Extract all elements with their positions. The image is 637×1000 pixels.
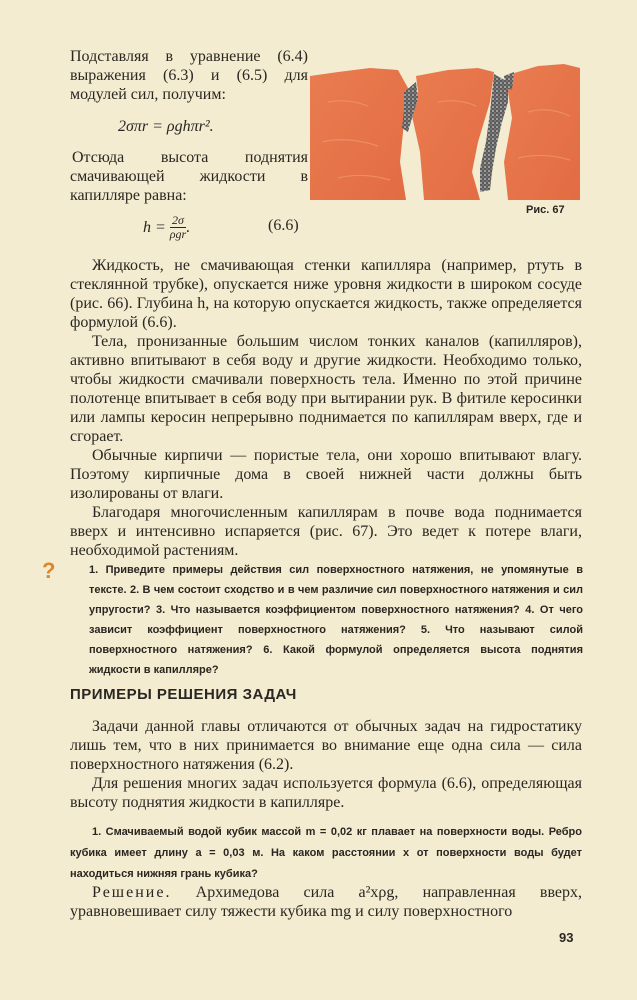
equation-number: (6.6) [268, 217, 299, 234]
soil-block-right [504, 64, 580, 200]
questions-text: 1. Приведите примеры действия сил поверхностного натяжения, не упомянутые в тексте. 2. В чем состоит сходство и в чем различие сил поверхностного натяжения и сил упругости? 3. Что называется коэффициентом поверхностного натяжения? 4. От чего зависит коэффициент поверхностного натяжения? 5. Что называют силой поверхностного натяжения? 6. Какой формулой определяется высота поднятия жидкости в капилляре? [89, 564, 583, 676]
solution-label: Решение. [92, 884, 172, 901]
solution [70, 883, 582, 921]
formula-lhs: h = [143, 218, 166, 236]
soil-capillary-figure [308, 62, 582, 200]
paragraph: Для решения многих задач используется формула (6.6), определяющая высоту поднятия жидкости в капилляре. [70, 775, 582, 811]
formula-denominator: ρgr [169, 227, 187, 241]
paragraph: Жидкость, не смачивающая стенки капилляра (например, ртуть в стеклянной трубке), опускается ниже уровня жидкости в широком сосуде (рис. 66). Глубина h, на которую опускается жидкость, также определяется формулой (6.6). [70, 257, 582, 331]
problem-statement [70, 822, 582, 885]
intro-paragraph-2 [70, 148, 308, 205]
question-mark-icon: ? [42, 558, 56, 583]
formula-numerator: 2σ [172, 213, 184, 227]
review-questions [89, 560, 583, 680]
intro-text-2: Отсюда высота поднятия смачивающей жидкости в капилляре равна: [70, 149, 308, 204]
main-text [70, 256, 582, 560]
paragraph: Обычные кирпичи — пористые тела, они хорошо впитывают влагу. Поэтому кирпичные дома в своей нижней части должны быть изолированы от влаги. [70, 447, 582, 502]
solution-text: Архимедова сила a²xρg, направленная вверх, уравновешивает силу тяжести кубика mg и силу поверхностного [70, 884, 583, 920]
problem-text: 1. Смачиваемый водой кубик массой m = 0,02 кг плавает на поверхности воды. Ребро кубика имеет длину a = 0,03 м. На каком расстоянии x от поверхности воды будет находиться нижняя грань кубика? [70, 826, 582, 880]
formula-capillary-height [143, 214, 190, 241]
section-text [70, 717, 582, 812]
formula-equation-balance: 2σπr = ρghπr². [118, 118, 214, 135]
paragraph: Задачи данной главы отличаются от обычных задач на гидростатику лишь тем, что в них принимается во внимание еще одна сила — сила поверхностного натяжения (6.2). [70, 718, 582, 773]
page-number: 93 [559, 930, 574, 945]
paragraph: Благодаря многочисленным капиллярам в почве вода поднимается вверх и интенсивно испаряется (рис. 67). Это ведет к потере влаги, необходимой растениям. [70, 504, 582, 559]
figure-caption: Рис. 67 [526, 204, 565, 216]
soil-block-left [310, 68, 408, 200]
intro-paragraph [70, 47, 308, 104]
paragraph: Тела, пронизанные большим числом тонких каналов (капилляров), активно впитывают в себя воду и другие жидкости. Необходимо только, чтобы жидкости смачивали поверхность тела. Именно по этой причине полотенце впитывает в себя воду при вытирании рук. В фитиле керосинки или лампы керосин непрерывно поднимается по капиллярам вверх, где и сгорает. [70, 333, 582, 445]
formula-fraction [170, 214, 186, 241]
formula-end: . [186, 218, 191, 236]
solution-paragraph [70, 883, 582, 921]
section-heading: ПРИМЕРЫ РЕШЕНИЯ ЗАДАЧ [70, 686, 297, 703]
intro-text: Подставляя в уравнение (6.4) выражения (6.3) и (6.5) для модулей сил, получим: [70, 48, 308, 103]
